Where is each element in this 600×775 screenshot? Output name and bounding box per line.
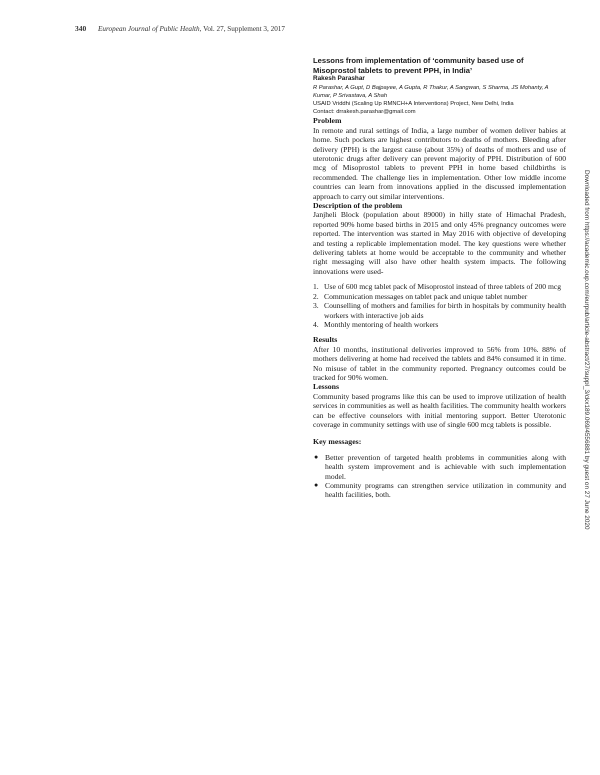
lessons-heading: Lessons bbox=[313, 382, 339, 392]
journal-name: European Journal of Public Health, bbox=[98, 25, 202, 33]
list-number: 4. bbox=[313, 319, 319, 329]
key-messages-heading: Key messages: bbox=[313, 437, 362, 447]
list-item-text: Counselling of mothers and families for birth in hospitals by community health workers with interactive job aids bbox=[324, 301, 566, 320]
author-list: R Parashar, A Gupt, D Bajpayee, A Gupta, R Thakur, A Sangwan, S Sharma, JS Mohanty, A Kumar, P Srivastava, A Shah bbox=[313, 85, 549, 99]
list-item bbox=[313, 292, 566, 301]
journal-issue: Vol. 27, Supplement 3, 2017 bbox=[203, 25, 285, 33]
list-item-text: Use of 600 mcg tablet pack of Misoprostol instead of three tablets of 200 mcg bbox=[324, 282, 562, 292]
problem-text: In remote and rural settings of India, a large number of women deliver babies at home. Such pockets are highest contributors to deaths of mothers. Bleeding after delivery (PPH) is the largest cause (about 35%) of deaths of mothers and use of uterotonic drugs after delivery can prevent majority of PPH. Distribution of 600 mcg of Misoprostol tablets to prevent PPH in home based childbirths is recommended. The challenge lies in implementation. Other low middle income countries can learn from innovations applied in the discussed implementation approach to carry out similar interventions. bbox=[313, 125, 566, 201]
list-number: 2. bbox=[313, 291, 319, 301]
list-item bbox=[313, 481, 566, 500]
affiliation: USAID Vriddhi (Scaling Up RMNCH+A Interventions) Project, New Delhi, India bbox=[313, 100, 514, 107]
description-text: Janjheli Block (population about 89000) in hilly state of Himachal Pradesh, reported 90% home based births in 2015 and only 45% pregnancy outcomes were reported. The intervention was started in May 2016 with objective of developing and testing a replicable implementation model. The key questions were whether delivering tablets at home would be acceptable to the community and whether right messaging will also have other health system impacts. The following innovations were used- bbox=[313, 210, 566, 276]
presenter-name: Rakesh Parashar bbox=[313, 75, 365, 83]
list-item-text: Monthly mentoring of health workers bbox=[324, 319, 439, 329]
bullet-icon: ● bbox=[314, 452, 319, 461]
list-item bbox=[313, 320, 566, 329]
running-head bbox=[75, 24, 285, 33]
innovations-list bbox=[313, 282, 566, 329]
abstract-column bbox=[313, 56, 566, 500]
list-item-text: Communication messages on tablet pack and unique tablet number bbox=[324, 291, 528, 301]
article-title: Lessons from implementation of ‘community based use of Misoprostol tablets to prevent PPH, in India’ bbox=[313, 56, 524, 75]
list-item bbox=[313, 453, 566, 481]
list-number: 3. bbox=[313, 301, 319, 311]
download-watermark: Downloaded from https://academic.oup.com/eurpub/article-abstract/27/suppl_3/ckx189.069/4556881 by guest on 27 June 2020 bbox=[583, 170, 590, 530]
key-messages-list bbox=[313, 453, 566, 500]
list-number: 1. bbox=[313, 282, 319, 292]
bullet-icon: ● bbox=[314, 481, 319, 489]
results-heading: Results bbox=[313, 335, 338, 345]
list-item-text: Community programs can strengthen service utilization in community and health facilities, both. bbox=[325, 481, 566, 500]
list-item bbox=[313, 301, 566, 320]
list-item bbox=[313, 282, 566, 291]
list-item-text: Better prevention of targeted health problems in communities along with health system improvement and is achievable with such implementation model. bbox=[325, 452, 566, 481]
description-heading: Description of the problem bbox=[313, 201, 403, 211]
contact-email: Contact: drrakesh.parashar@gmail.com bbox=[313, 108, 416, 115]
problem-heading: Problem bbox=[313, 116, 342, 126]
lessons-text: Community based programs like this can be used to improve utilization of health services in communities as well as health facilities. The community health workers can be effective counselors with initial mentoring support. Better Uterotonic coverage in community settings with use of single 600 mcg tablets is possible. bbox=[313, 391, 566, 429]
results-text: After 10 months, institutional deliveries improved to 56% from 10%. 88% of mothers delivering at home had received the tablets and 84% consumed it in time. No misuse of tablet in the community reported. Pregnancy outcomes could be tracked for 90% women. bbox=[313, 344, 566, 382]
page-number: 340 bbox=[75, 24, 87, 33]
